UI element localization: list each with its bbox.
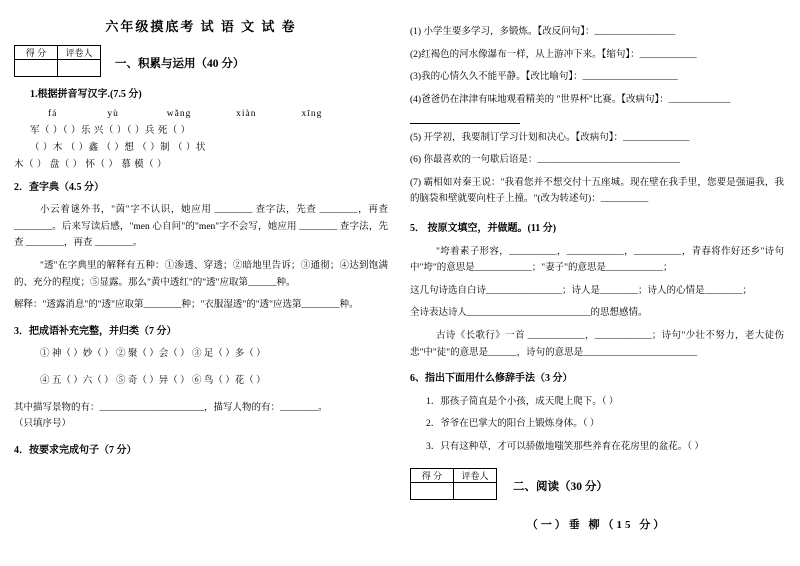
question-2-p1[interactable]: 小云着谜外书，"茵"字不认识，她应用 ________ 查字法，先查 ________，再查 ________。后来写读后感，"men 心自问"的"men"字不会写，她应用 ________ 查字法，先查 ________，再查 ________。	[14, 205, 388, 249]
q1-line-3[interactable]: 木（ ） 盘（ ） 怀（ ） 慕 模（ ）	[14, 159, 168, 170]
two-column-layout	[14, 10, 786, 560]
question-5-line-2[interactable]: 这几句诗选自白诗________________；诗人是________；诗人的心情是________；	[410, 285, 753, 296]
grader-label-2: 评卷人	[454, 468, 497, 482]
question-4-heading: 4．按要求完成句子（7 分）	[14, 444, 137, 456]
section-1-title: 一、积累与运用（40 分）	[115, 58, 245, 70]
question-5-line-1[interactable]: "垮着素子形容，__________，____________，__________，青春将作好还乡"诗句中"垮"的意思是____________；"妻子"的意思是____________；	[410, 246, 784, 274]
question-6-item-3[interactable]: 3．只有这种草，才可以骄傲地嗤笑那些养育在花房里的盆花。（ ）	[426, 442, 704, 452]
question-2-heading: 2．查字典（4.5 分）	[14, 181, 104, 193]
right-item-1[interactable]: (1) 小学生要多学习，多锻炼。【改反问句】：_________________	[410, 27, 676, 37]
q1-line-1[interactable]: 军（ ）（ ）乐 兴（ ）（ ）兵 死（ ）	[30, 125, 191, 136]
question-2-p3[interactable]: 解释："透露消息"的"透"应取第________种；"衣服湿透"的"透"应选第________种。	[14, 300, 359, 311]
page-title: 六年级摸底考 试 语 文 试 卷	[105, 19, 297, 34]
pinyin-row	[14, 109, 388, 119]
right-item-3[interactable]: (3)我的心情久久不能平静。【改比喻句】：____________________	[410, 72, 678, 83]
right-item-4[interactable]: (4)爸爸仍在津津有味地观看精美的 "世界杯"比赛。【改病句】：_____________	[410, 94, 731, 105]
section2-header-row	[410, 468, 784, 500]
question-5-heading: 5． 按原文填空，并做题。(11 分)	[410, 223, 557, 234]
pinyin-1: fá	[48, 108, 58, 119]
question-1-heading: 1.根据拼音写汉字.(7.5 分)	[30, 89, 142, 100]
answer-rule-1[interactable]	[410, 113, 520, 124]
question-3-line-4: （只填序号）	[14, 419, 72, 430]
pinyin-2: yù	[107, 108, 119, 119]
score-value-cell-2[interactable]	[411, 482, 454, 499]
right-item-5[interactable]: (5) 开学初，我要制订学习计划和决心。【改病句】：______________	[410, 132, 690, 143]
pinyin-5: xīng	[301, 108, 323, 119]
question-3-line-1[interactable]: ① 神（ ）妙（ ） ② 聚（ ）会（ ） ③ 足（ ）多（ ）	[40, 349, 266, 360]
reading-passage-title: （一）垂 柳（15 分）	[526, 518, 668, 531]
section-2-title: 二、阅读（30 分）	[513, 480, 608, 493]
question-6-heading: 6、指出下面用什么修辞手法（3 分）	[410, 373, 573, 385]
left-column	[14, 10, 392, 560]
score-table-2	[410, 468, 497, 500]
question-6-item-2[interactable]: 2．爷爷在巴掌大的阳台上锻炼身体。（ ）	[426, 419, 600, 430]
score-label: 得 分	[15, 46, 58, 60]
score-label-2: 得 分	[411, 468, 454, 482]
question-5-line-3[interactable]: 全诗表达诗人__________________________的思想感情。	[410, 308, 648, 319]
question-6-item-1[interactable]: 1．那孩子简直是个小孩，成天爬上爬下。（ ）	[426, 396, 619, 407]
question-3-heading: 3．把成语补充完整，并归类（7 分）	[14, 325, 177, 337]
right-column	[410, 10, 784, 560]
q1-line-2[interactable]: （ ）木 （ ）鑫 （ ）想 （ ）制 （ ）状	[30, 142, 206, 153]
score-table-1	[14, 45, 101, 77]
grader-value-cell-2[interactable]	[454, 482, 497, 499]
right-item-6[interactable]: (6) 你最喜欢的一句歇后语是：______________________________	[410, 155, 680, 166]
pinyin-3: wǎng	[166, 108, 192, 119]
question-3-line-3[interactable]: 其中描写景物的有：______________________，描写人物的有：________。	[14, 402, 328, 413]
score-value-cell[interactable]	[15, 60, 58, 77]
question-2-p2[interactable]: "透"在字典里的解释有五种：①渗透、穿透；②暗地里告诉；③通彻；④达到饱满的、充分的程度；⑤显露。那么"黄中透红"的"透"应取第______种。	[14, 260, 388, 288]
question-3-line-2[interactable]: ④ 五（ ）六（ ） ⑤ 奇（ ）异（ ） ⑥ 鸟（ ）花（ ）	[40, 375, 266, 386]
right-item-7[interactable]: (7) 霸相如对秦王说："我看您并不想交付十五座城。现在壁在我手里，您要是强逼我，我的脑袋和壁就要向柱子上撞。"(改为转述句)：__________	[410, 177, 784, 205]
question-5-line-4[interactable]: 古诗《长歌行》一首 ____________，____________；诗句"少壮不努力，老大徒伤悲"中"徒"的意思是______，诗句的意思是________________________	[410, 331, 784, 358]
grader-value-cell[interactable]	[58, 60, 101, 77]
grader-label: 评卷人	[58, 46, 101, 60]
right-item-2[interactable]: (2)红褐色的河水像瀑布一样，从上游冲下来。【缩句】：____________	[410, 49, 697, 60]
section1-header-row	[14, 45, 388, 77]
pinyin-4: xiàn	[236, 108, 257, 119]
